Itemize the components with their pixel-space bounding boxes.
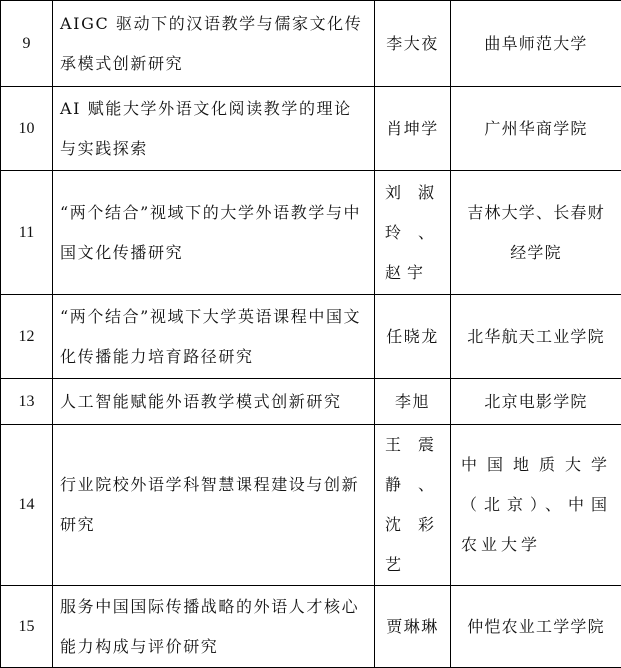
project-title: AI 赋能大学外语文化阅读教学的理论与实践探索 <box>53 87 375 171</box>
project-leader: 肖坤学 <box>375 87 451 171</box>
row-number: 12 <box>1 295 53 379</box>
row-number: 15 <box>1 586 53 668</box>
table-row <box>1 586 621 668</box>
row-number: 13 <box>1 379 53 425</box>
table-row <box>1 295 621 379</box>
project-leader: 任晓龙 <box>375 295 451 379</box>
institution: 曲阜师范大学 <box>451 1 621 87</box>
project-title: 服务中国国际传播战略的外语人才核心能力构成与评价研究 <box>53 586 375 668</box>
table-row <box>1 171 621 295</box>
institution: 北华航天工业学院 <box>451 295 621 379</box>
institution: 广州华商学院 <box>451 87 621 171</box>
table-row <box>1 87 621 171</box>
project-leader: 李旭 <box>375 379 451 425</box>
project-leader: 王震静、沈彩艺 <box>375 425 451 586</box>
institution: 北京电影学院 <box>451 379 621 425</box>
institution: 中国地质大学（北京）、中国农业大学 <box>451 425 621 586</box>
row-number: 9 <box>1 1 53 87</box>
project-leader: 刘淑玲、赵宇 <box>375 171 451 295</box>
institution: 仲恺农业工学学院 <box>451 586 621 668</box>
institution: 吉林大学、长春财经学院 <box>451 171 621 295</box>
project-title: AIGC 驱动下的汉语教学与儒家文化传承模式创新研究 <box>53 1 375 87</box>
row-number: 14 <box>1 425 53 586</box>
project-leader: 贾琳琳 <box>375 586 451 668</box>
project-title: “两个结合”视域下大学英语课程中国文化传播能力培育路径研究 <box>53 295 375 379</box>
project-title: 行业院校外语学科智慧课程建设与创新研究 <box>53 425 375 586</box>
table-row <box>1 379 621 425</box>
project-leader: 李大夜 <box>375 1 451 87</box>
project-title: 人工智能赋能外语教学模式创新研究 <box>53 379 375 425</box>
project-title: “两个结合”视域下的大学外语教学与中国文化传播研究 <box>53 171 375 295</box>
table-row <box>1 1 621 87</box>
row-number: 10 <box>1 87 53 171</box>
row-number: 11 <box>1 171 53 295</box>
table-row <box>1 425 621 586</box>
